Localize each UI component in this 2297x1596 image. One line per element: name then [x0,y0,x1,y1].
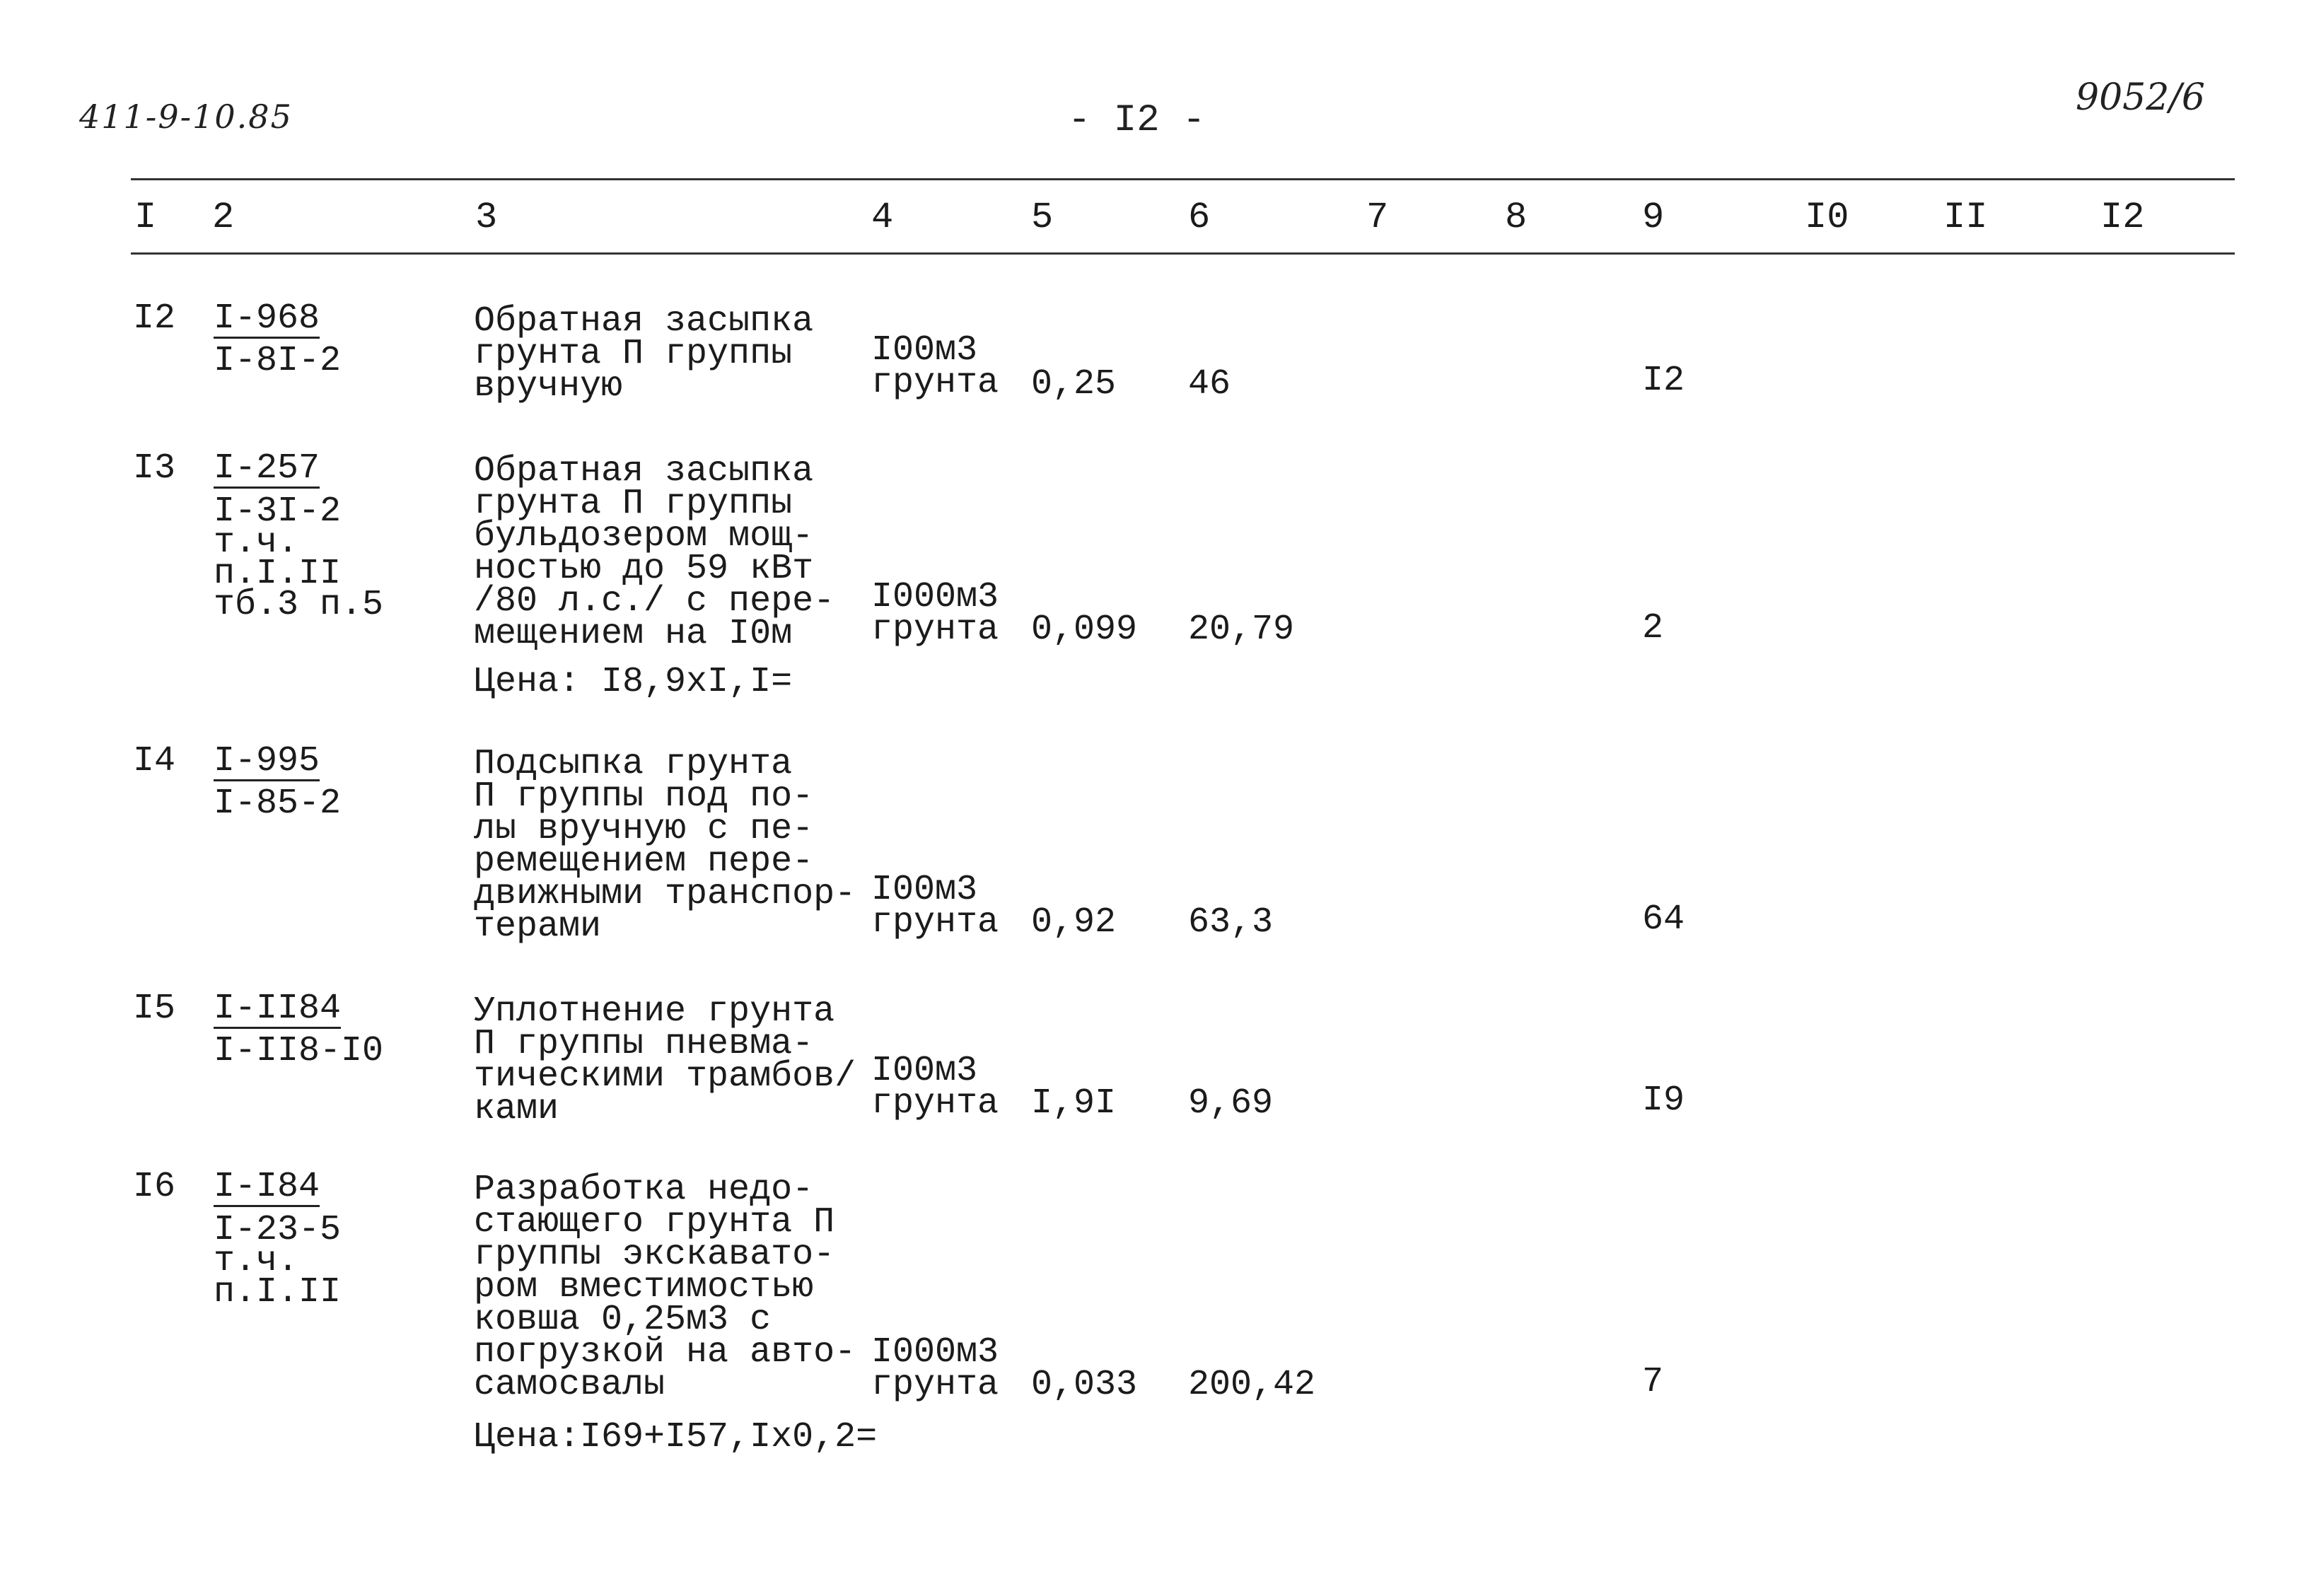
column-header-5: 5 [1031,197,1054,238]
unit-price: 63,3 [1188,902,1274,943]
norm-reference: I-II8-I0 [214,1031,384,1071]
norm-code: I-II84 [214,989,342,1029]
quantity: 0,92 [1031,902,1117,943]
unit-of-measure: I00м3 грунта [871,330,999,403]
unit-of-measure: I000м3 грунта [871,1332,999,1405]
unit-price: 200,42 [1188,1365,1316,1405]
table-top-rule [131,178,2235,180]
work-description: Подсыпка грунта П группы под по- лы вручную с пе- ремещением пере- движными транспор- терами [474,744,856,947]
quantity: 0,25 [1031,364,1117,404]
norm-reference: I-23-5 т.ч. п.I.II [214,1210,342,1312]
price-note: Цена:I69+I57,Iх0,2= [474,1417,878,1457]
column-header-10: I0 [1805,197,1849,238]
page-number: - I2 - [1068,99,1206,142]
work-description: Разработка недо- стающего грунта П группы экскавато- ром вместимостью ковша 0,25м3 с погрузкой на авто- самосвалы [474,1170,856,1405]
row-number: I2 [133,298,176,339]
column-header-11: II [1943,197,1988,238]
column-header-3: 3 [475,197,498,238]
unit-price: 9,69 [1188,1083,1274,1124]
column-9-value: 64 [1642,899,1685,940]
column-9-value: I2 [1642,361,1685,401]
column-9-value: I9 [1642,1080,1685,1121]
unit-of-measure: I000м3 грунта [871,577,999,650]
row-number: I4 [133,741,176,781]
work-description: Уплотнение грунта П группы пневма- тическими трамбов/ ками [474,991,856,1129]
column-header-7: 7 [1366,197,1389,238]
column-header-6: 6 [1188,197,1211,238]
norm-code: I-I84 [214,1167,320,1207]
column-header-1: I [134,197,157,238]
quantity: 0,033 [1031,1365,1138,1405]
work-description: Обратная засыпка грунта П группы вручную [474,301,814,407]
column-header-9: 9 [1642,197,1665,238]
quantity: 0,099 [1031,610,1138,650]
norm-reference: I-3I-2 т.ч. п.I.II тб.3 п.5 [214,491,384,625]
norm-code: I-968 [214,298,320,339]
column-header-12: I2 [2100,197,2145,238]
unit-price: 46 [1188,364,1231,404]
norm-code: I-995 [214,741,320,781]
column-header-2: 2 [212,197,235,238]
row-number: I6 [133,1167,176,1207]
quantity: I,9I [1031,1083,1117,1124]
column-9-value: 2 [1642,608,1664,648]
unit-price: 20,79 [1188,610,1295,650]
row-number: I3 [133,448,176,489]
column-header-4: 4 [871,197,894,238]
unit-of-measure: I00м3 грунта [871,870,999,943]
norm-code: I-257 [214,448,320,489]
document-code: 411-9-10.85 [79,98,293,136]
norm-reference: I-85-2 [214,784,342,824]
sheet-id: 9052/6 [2076,76,2205,119]
unit-of-measure: I00м3 грунта [871,1051,999,1124]
column-9-value: 7 [1642,1362,1664,1402]
price-note: Цена: I8,9хI,I= [474,662,793,702]
norm-reference: I-8I-2 [214,341,342,381]
column-header-8: 8 [1505,197,1528,238]
row-number: I5 [133,989,176,1029]
table-header-rule [131,252,2235,255]
work-description: Обратная засыпка грунта П группы бульдозером мощ- ностью до 59 кВт /80 л.с./ с пере- мещением на I0м [474,451,835,654]
